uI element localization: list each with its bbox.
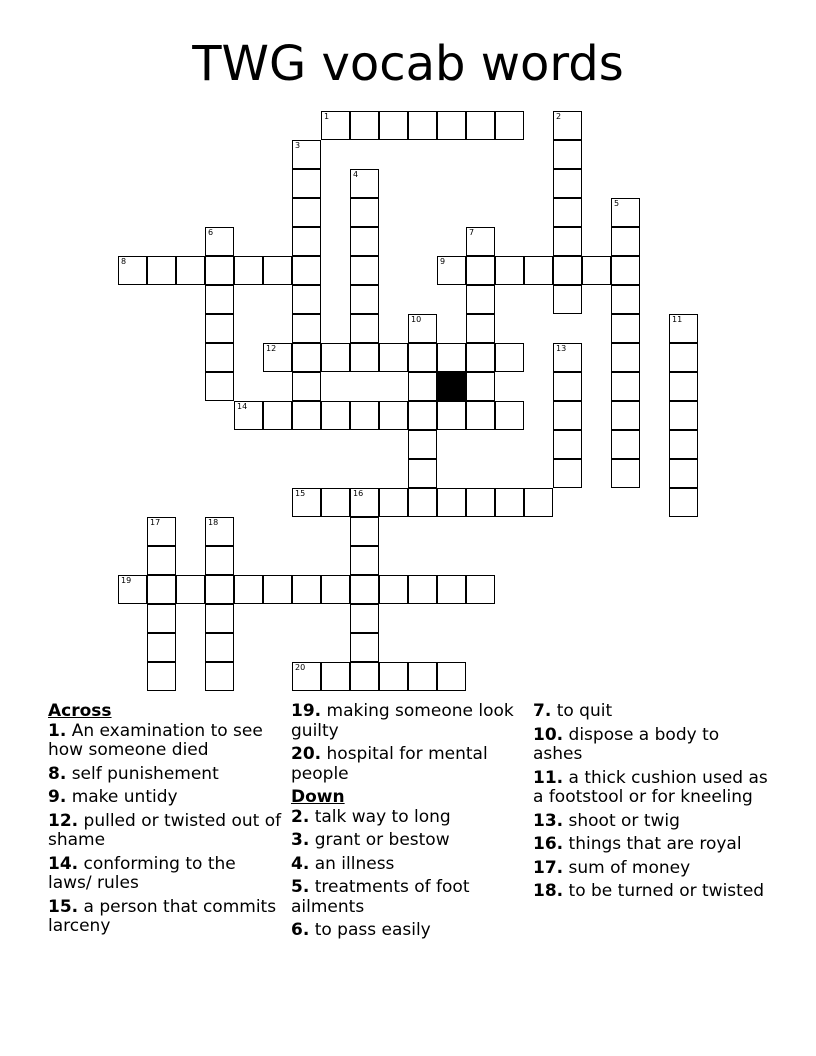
clue-number: 9 [440,257,446,266]
clue-number-label: 4. [291,853,310,874]
clue-text: making someone look guilty [291,701,514,741]
clue-text: conforming to the laws/ rules [48,853,236,893]
crossword-cell[interactable] [466,285,495,314]
crossword-cell[interactable] [350,575,379,604]
clue-text: a thick cushion used as a footstool or for kneeling [533,767,768,807]
crossword-cell[interactable] [611,430,640,459]
clue-item [291,921,516,941]
clue-column-2 [291,702,516,945]
crossword-cell[interactable] [321,343,350,372]
crossword-cell[interactable] [669,459,698,488]
crossword-cell[interactable] [408,459,437,488]
clue-item [533,859,768,879]
crossword-cell[interactable] [321,662,350,691]
page-title: TWG vocab words [192,36,624,92]
crossword-cell[interactable] [669,372,698,401]
crossword-cell[interactable] [147,604,176,633]
clue-number-label: 7. [533,701,552,721]
crossword-cell[interactable] [611,256,640,285]
crossword-cell[interactable] [553,285,582,314]
clue-item [291,878,516,917]
clue-text: sum of money [563,857,691,878]
clue-column-3 [533,702,768,906]
crossword-cell[interactable] [466,111,495,140]
clue-number-label: 17. [533,857,564,878]
crossword-cell[interactable] [118,256,147,285]
crossword-cell[interactable] [263,401,292,430]
crossword-cell[interactable] [611,459,640,488]
crossword-cell[interactable] [321,575,350,604]
crossword-cell[interactable] [176,575,205,604]
clue-text: pulled or twisted out of shame [48,810,282,850]
clue-item [48,855,283,894]
crossword-cell[interactable] [582,256,611,285]
crossword-cell[interactable] [205,256,234,285]
clue-text: make untidy [66,787,178,807]
clue-number: 10 [411,315,422,324]
crossword-cell[interactable] [292,372,321,401]
crossword-cell[interactable] [292,198,321,227]
black-cell [437,372,466,401]
crossword-cell[interactable] [669,314,698,343]
crossword-cell[interactable] [553,198,582,227]
crossword-cell[interactable] [553,227,582,256]
crossword-cell[interactable] [611,372,640,401]
crossword-cell[interactable] [495,111,524,140]
crossword-cell[interactable] [350,285,379,314]
clue-number-label: 12. [48,810,79,831]
clue-number-label: 6. [291,920,310,940]
crossword-cell[interactable] [466,401,495,430]
crossword-cell[interactable] [379,575,408,604]
crossword-cell[interactable] [350,198,379,227]
crossword-cell[interactable] [466,575,495,604]
clue-item [48,898,283,937]
clue-number: 3 [295,141,301,150]
crossword-cell[interactable] [611,343,640,372]
clue-text: hospital for mental people [291,744,488,784]
crossword-cell[interactable] [408,401,437,430]
crossword-cell[interactable] [466,488,495,517]
crossword-cell[interactable] [408,343,437,372]
clue-number: 4 [353,170,359,179]
clue-number: 16 [353,489,364,498]
crossword-cell[interactable] [553,169,582,198]
clue-text: a person that commits larceny [48,896,277,936]
crossword-cell[interactable] [495,256,524,285]
clue-item [48,722,283,761]
crossword-cell[interactable] [292,314,321,343]
crossword-cell[interactable] [553,401,582,430]
clue-number-label: 5. [291,877,310,897]
clue-number-label: 19. [291,701,322,721]
crossword-cell[interactable] [205,314,234,343]
clue-text: An examination to see how someone died [48,720,263,760]
crossword-cell[interactable] [292,169,321,198]
clue-text: an illness [309,853,395,874]
crossword-cell[interactable] [408,488,437,517]
clue-number: 14 [237,402,248,411]
crossword-cell[interactable] [437,401,466,430]
crossword-cell[interactable] [147,546,176,575]
clue-column-1 [48,702,283,941]
crossword-cell[interactable] [263,575,292,604]
clue-item [291,745,516,784]
clue-item [291,831,516,851]
clue-item [533,812,768,832]
crossword-cell[interactable] [379,111,408,140]
crossword-cell[interactable] [437,662,466,691]
crossword-cell[interactable] [205,227,234,256]
crossword-cell[interactable] [611,314,640,343]
crossword-cell[interactable] [466,314,495,343]
crossword-cell[interactable] [350,111,379,140]
crossword-cell[interactable] [669,401,698,430]
clue-number: 7 [469,228,475,237]
crossword-cell[interactable] [350,227,379,256]
crossword-cell[interactable] [669,430,698,459]
crossword-cell[interactable] [147,633,176,662]
clue-number-label: 15. [48,896,79,917]
crossword-cell[interactable] [350,401,379,430]
crossword-cell[interactable] [263,256,292,285]
crossword-cell[interactable] [437,488,466,517]
crossword-cell[interactable] [321,488,350,517]
clue-number: 2 [556,112,562,121]
clue-text: things that are royal [563,834,742,854]
crossword-cell[interactable] [321,111,350,140]
clue-number: 18 [208,518,219,527]
crossword-cell[interactable] [205,575,234,604]
crossword-cell[interactable] [379,662,408,691]
clue-number-label: 8. [48,763,67,784]
crossword-cell[interactable] [147,517,176,546]
crossword-cell[interactable] [466,372,495,401]
crossword-cell[interactable] [350,604,379,633]
clue-text: grant or bestow [309,830,450,850]
clue-number-label: 13. [533,810,564,831]
crossword-cell[interactable] [437,575,466,604]
crossword-cell[interactable] [350,633,379,662]
crossword-cell[interactable] [350,256,379,285]
clue-text: to quit [551,701,613,721]
clue-text: talk way to long [309,806,451,827]
crossword-cell[interactable] [292,343,321,372]
clue-item [533,702,768,722]
crossword-cell[interactable] [118,575,147,604]
crossword-cell[interactable] [205,546,234,575]
clue-item [291,855,516,875]
crossword-cell[interactable] [205,604,234,633]
crossword-cell[interactable] [611,285,640,314]
crossword-cell[interactable] [495,488,524,517]
crossword-cell[interactable] [408,314,437,343]
crossword-cell[interactable] [234,575,263,604]
crossword-cell[interactable] [553,459,582,488]
crossword-cell[interactable] [408,111,437,140]
crossword-cell[interactable] [379,401,408,430]
clue-number: 1 [324,112,330,121]
crossword-cell[interactable] [495,401,524,430]
crossword-cell[interactable] [553,343,582,372]
crossword-cell[interactable] [350,488,379,517]
clue-number: 13 [556,344,567,353]
crossword-cell[interactable] [350,314,379,343]
crossword-cell[interactable] [292,662,321,691]
crossword-cell[interactable] [205,285,234,314]
clue-number-label: 18. [533,881,564,901]
crossword-cell[interactable] [611,227,640,256]
clue-number-label: 11. [533,767,564,788]
crossword-cell[interactable] [292,488,321,517]
crossword-cell[interactable] [292,227,321,256]
crossword-cell[interactable] [408,372,437,401]
crossword-cell[interactable] [350,169,379,198]
clue-number: 6 [208,228,214,237]
clue-text: dispose a body to ashes [533,724,720,764]
crossword-cell[interactable] [466,256,495,285]
crossword-cell[interactable] [147,256,176,285]
crossword-cell[interactable] [234,401,263,430]
crossword-cell[interactable] [292,256,321,285]
clue-number: 15 [295,489,306,498]
clue-number: 12 [266,344,277,353]
clue-item [533,769,768,808]
crossword-cell[interactable] [292,140,321,169]
crossword-cell[interactable] [466,227,495,256]
crossword-cell[interactable] [437,256,466,285]
clue-item [533,835,768,855]
crossword-cell[interactable] [263,343,292,372]
across-heading: Across [48,701,112,721]
clue-number: 17 [150,518,161,527]
clue-text: to pass easily [309,920,431,940]
crossword-cell[interactable] [669,488,698,517]
crossword-cell[interactable] [408,662,437,691]
crossword-cell[interactable] [350,662,379,691]
clue-item [48,765,283,785]
crossword-cell[interactable] [553,111,582,140]
crossword-cell[interactable] [553,256,582,285]
crossword-cell[interactable] [147,575,176,604]
crossword-cell[interactable] [292,575,321,604]
clue-text: treatments of foot ailments [291,877,470,917]
crossword-cell[interactable] [292,401,321,430]
crossword-cell[interactable] [350,343,379,372]
crossword-cell[interactable] [292,285,321,314]
crossword-cell[interactable] [437,343,466,372]
clue-number: 5 [614,199,620,208]
crossword-cell[interactable] [495,343,524,372]
clue-number: 8 [121,257,127,266]
crossword-cell[interactable] [205,662,234,691]
crossword-cell[interactable] [205,372,234,401]
clue-item [291,702,516,741]
crossword-cell[interactable] [524,256,553,285]
clue-item [533,726,768,765]
down-heading: Down [291,787,345,807]
clue-number: 19 [121,576,132,585]
clue-text: to be turned or twisted [563,881,765,901]
crossword-cell[interactable] [524,488,553,517]
crossword-cell[interactable] [553,140,582,169]
clue-item [48,812,283,851]
clue-number-label: 16. [533,834,564,854]
crossword-cell[interactable] [611,198,640,227]
crossword-cell[interactable] [379,488,408,517]
clue-text: self punishement [66,763,219,784]
crossword-cell[interactable] [553,372,582,401]
clue-number-label: 3. [291,830,310,850]
crossword-cell[interactable] [553,430,582,459]
crossword-cell[interactable] [669,343,698,372]
crossword-cell[interactable] [379,343,408,372]
clue-number-label: 1. [48,720,67,741]
clue-number-label: 14. [48,853,79,874]
clue-number: 20 [295,663,306,672]
crossword-cell[interactable] [350,546,379,575]
clue-item [291,808,516,828]
clue-item [48,788,283,808]
crossword-cell[interactable] [611,401,640,430]
clue-text: shoot or twig [563,810,680,831]
crossword-cell[interactable] [408,430,437,459]
clue-number-label: 9. [48,787,67,807]
crossword-cell[interactable] [437,111,466,140]
clue-item [533,882,768,902]
crossword-cell[interactable] [408,575,437,604]
crossword-cell[interactable] [176,256,205,285]
crossword-cell[interactable] [205,633,234,662]
crossword-cell[interactable] [466,343,495,372]
crossword-cell[interactable] [350,517,379,546]
clue-number-label: 2. [291,806,310,827]
crossword-cell[interactable] [147,662,176,691]
crossword-cell[interactable] [234,256,263,285]
clue-number-label: 10. [533,724,564,745]
crossword-cell[interactable] [205,517,234,546]
clue-number: 11 [672,315,683,324]
crossword-cell[interactable] [321,401,350,430]
crossword-cell[interactable] [205,343,234,372]
clue-number-label: 20. [291,744,322,764]
